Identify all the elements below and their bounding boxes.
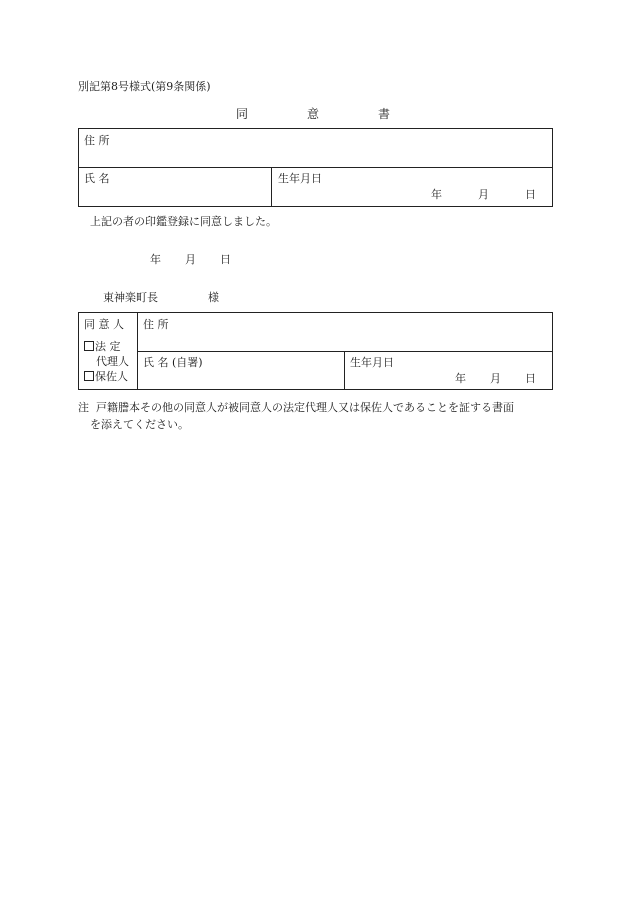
applicant-table-col-divider [271,167,272,207]
addressee-honorific: 様 [208,291,219,304]
title-char-2: 意 [307,107,320,121]
applicant-name-label: 氏 名 [84,172,110,185]
consent-date-day: 日 [220,253,231,266]
legal-representative-option [84,341,121,352]
consenter-birth-month: 月 [490,372,501,385]
legal-representative-checkbox-icon [84,341,94,351]
consent-date-year: 年 [150,253,161,266]
applicant-birth-label: 生年月日 [278,172,322,185]
applicant-table-row-divider [78,167,553,168]
legal-label-line1: 法 定 [95,340,121,353]
applicant-birth-day: 日 [525,188,536,201]
consenter-name-label: 氏 名 (自署) [143,356,203,369]
legal-label-line2: 代理人 [96,355,129,368]
consenter-table-row-divider [137,351,553,352]
form-number: 別記第8号様式(第9条関係) [78,80,211,93]
guardian-option [84,371,128,382]
applicant-birth-month: 月 [478,188,489,201]
consenter-address-label: 住 所 [143,318,169,331]
consenter-birth-label: 生年月日 [350,356,394,369]
consent-statement: 上記の者の印鑑登録に同意しました。 [90,215,277,228]
guardian-label: 保佐人 [95,370,128,383]
title-char-1: 同 [236,107,249,121]
consenter-birth-year: 年 [455,372,466,385]
consenter-birth-day: 日 [525,372,536,385]
title-char-3: 書 [378,107,391,121]
consent-date-month: 月 [185,253,196,266]
note-line-2: を添えてください。 [90,418,189,431]
applicant-birth-year: 年 [431,188,442,201]
consenter-table-col-divider [344,351,345,390]
consenter-label: 同 意 人 [84,318,124,331]
note-line-1: 注 戸籍謄本その他の同意人が被同意人の法定代理人又は保佐人であることを証する書面 [78,401,514,414]
applicant-address-label: 住 所 [84,134,110,147]
addressee-mayor: 東神楽町長 [103,291,158,304]
guardian-checkbox-icon [84,371,94,381]
